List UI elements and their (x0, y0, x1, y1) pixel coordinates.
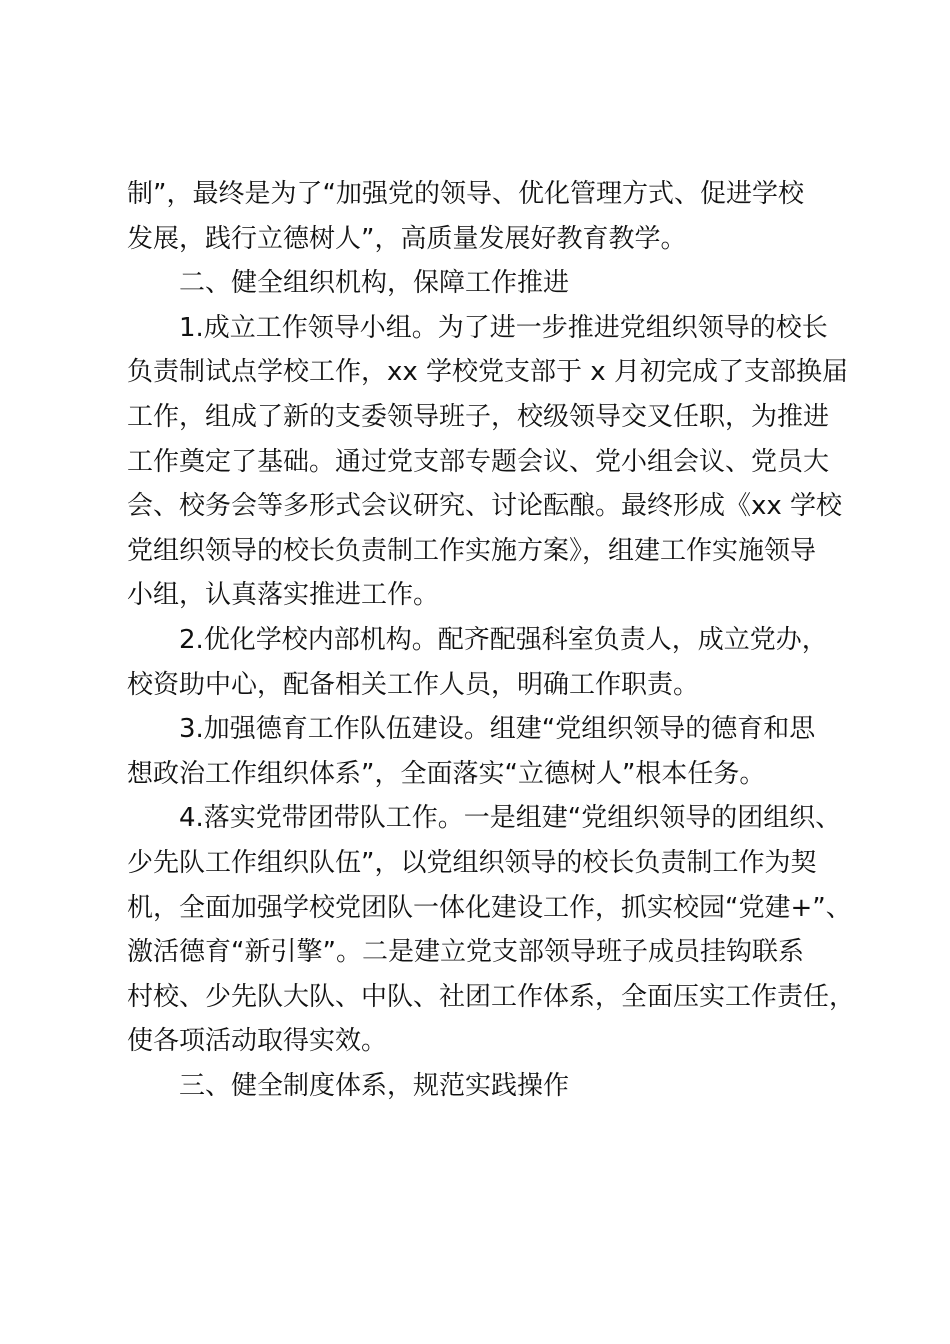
document-body (127, 172, 856, 1108)
body-text-line: 制”，最终是为了“加强党的领导、优化管理方式、促进学校 (127, 179, 804, 209)
body-text-line: 想政治工作组织体系”，全面落实“立德树人”根本任务。 (127, 758, 766, 789)
body-text-line: 党组织领导的校长负责制工作实施方案》，组建工作实施领导 (127, 535, 817, 566)
section-heading: 三、健全制度体系，规范实践操作 (179, 1070, 570, 1101)
paragraph-first-line: 2.优化学校内部机构。配齐配强科室负责人，成立党办， (179, 624, 828, 655)
body-text-line: 小组，认真落实推进工作。 (127, 580, 440, 611)
body-text-line: 使各项活动取得实效。 (127, 1026, 388, 1057)
body-text-line: 工作，组成了新的支委领导班子，校级领导交叉任职，为推进 (127, 401, 830, 432)
body-text-line: 激活德育“新引擎”。二是建立党支部领导班子成员挂钩联系 (127, 937, 804, 968)
body-text-line: 会、校务会等多形式会议研究、讨论酝酿。最终形成《xx 学校 (127, 491, 843, 522)
section-heading: 二、健全组织机构，保障工作推进 (179, 268, 570, 299)
body-text-line: 工作奠定了基础。通过党支部专题会议、党小组会议、党员大 (127, 446, 830, 477)
body-text-line: 少先队工作组织队伍”，以党组织领导的校长负责制工作为契 (127, 847, 817, 878)
paragraph-first-line: 3.加强德育工作队伍建设。组建“党组织领导的德育和思 (179, 714, 816, 745)
paragraph-first-line: 1.成立工作领导小组。为了进一步推进党组织领导的校长 (179, 312, 828, 343)
body-text-line: 发展，践行立德树人”，高质量发展好教育教学。 (127, 223, 687, 254)
paragraph-first-line: 4.落实党带团带队工作。一是组建“党组织领导的团组织、 (179, 803, 842, 834)
body-text-line: 校资助中心，配备相关工作人员，明确工作职责。 (127, 669, 700, 700)
body-text-line: 负责制试点学校工作，xx 学校党支部于 x 月初完成了支部换届 (127, 357, 848, 388)
body-text-line: 村校、少先队大队、中队、社团工作体系，全面压实工作责任， (127, 981, 856, 1012)
body-text-line: 机，全面加强学校党团队一体化建设工作，抓实校园“党建+”、 (127, 892, 852, 923)
